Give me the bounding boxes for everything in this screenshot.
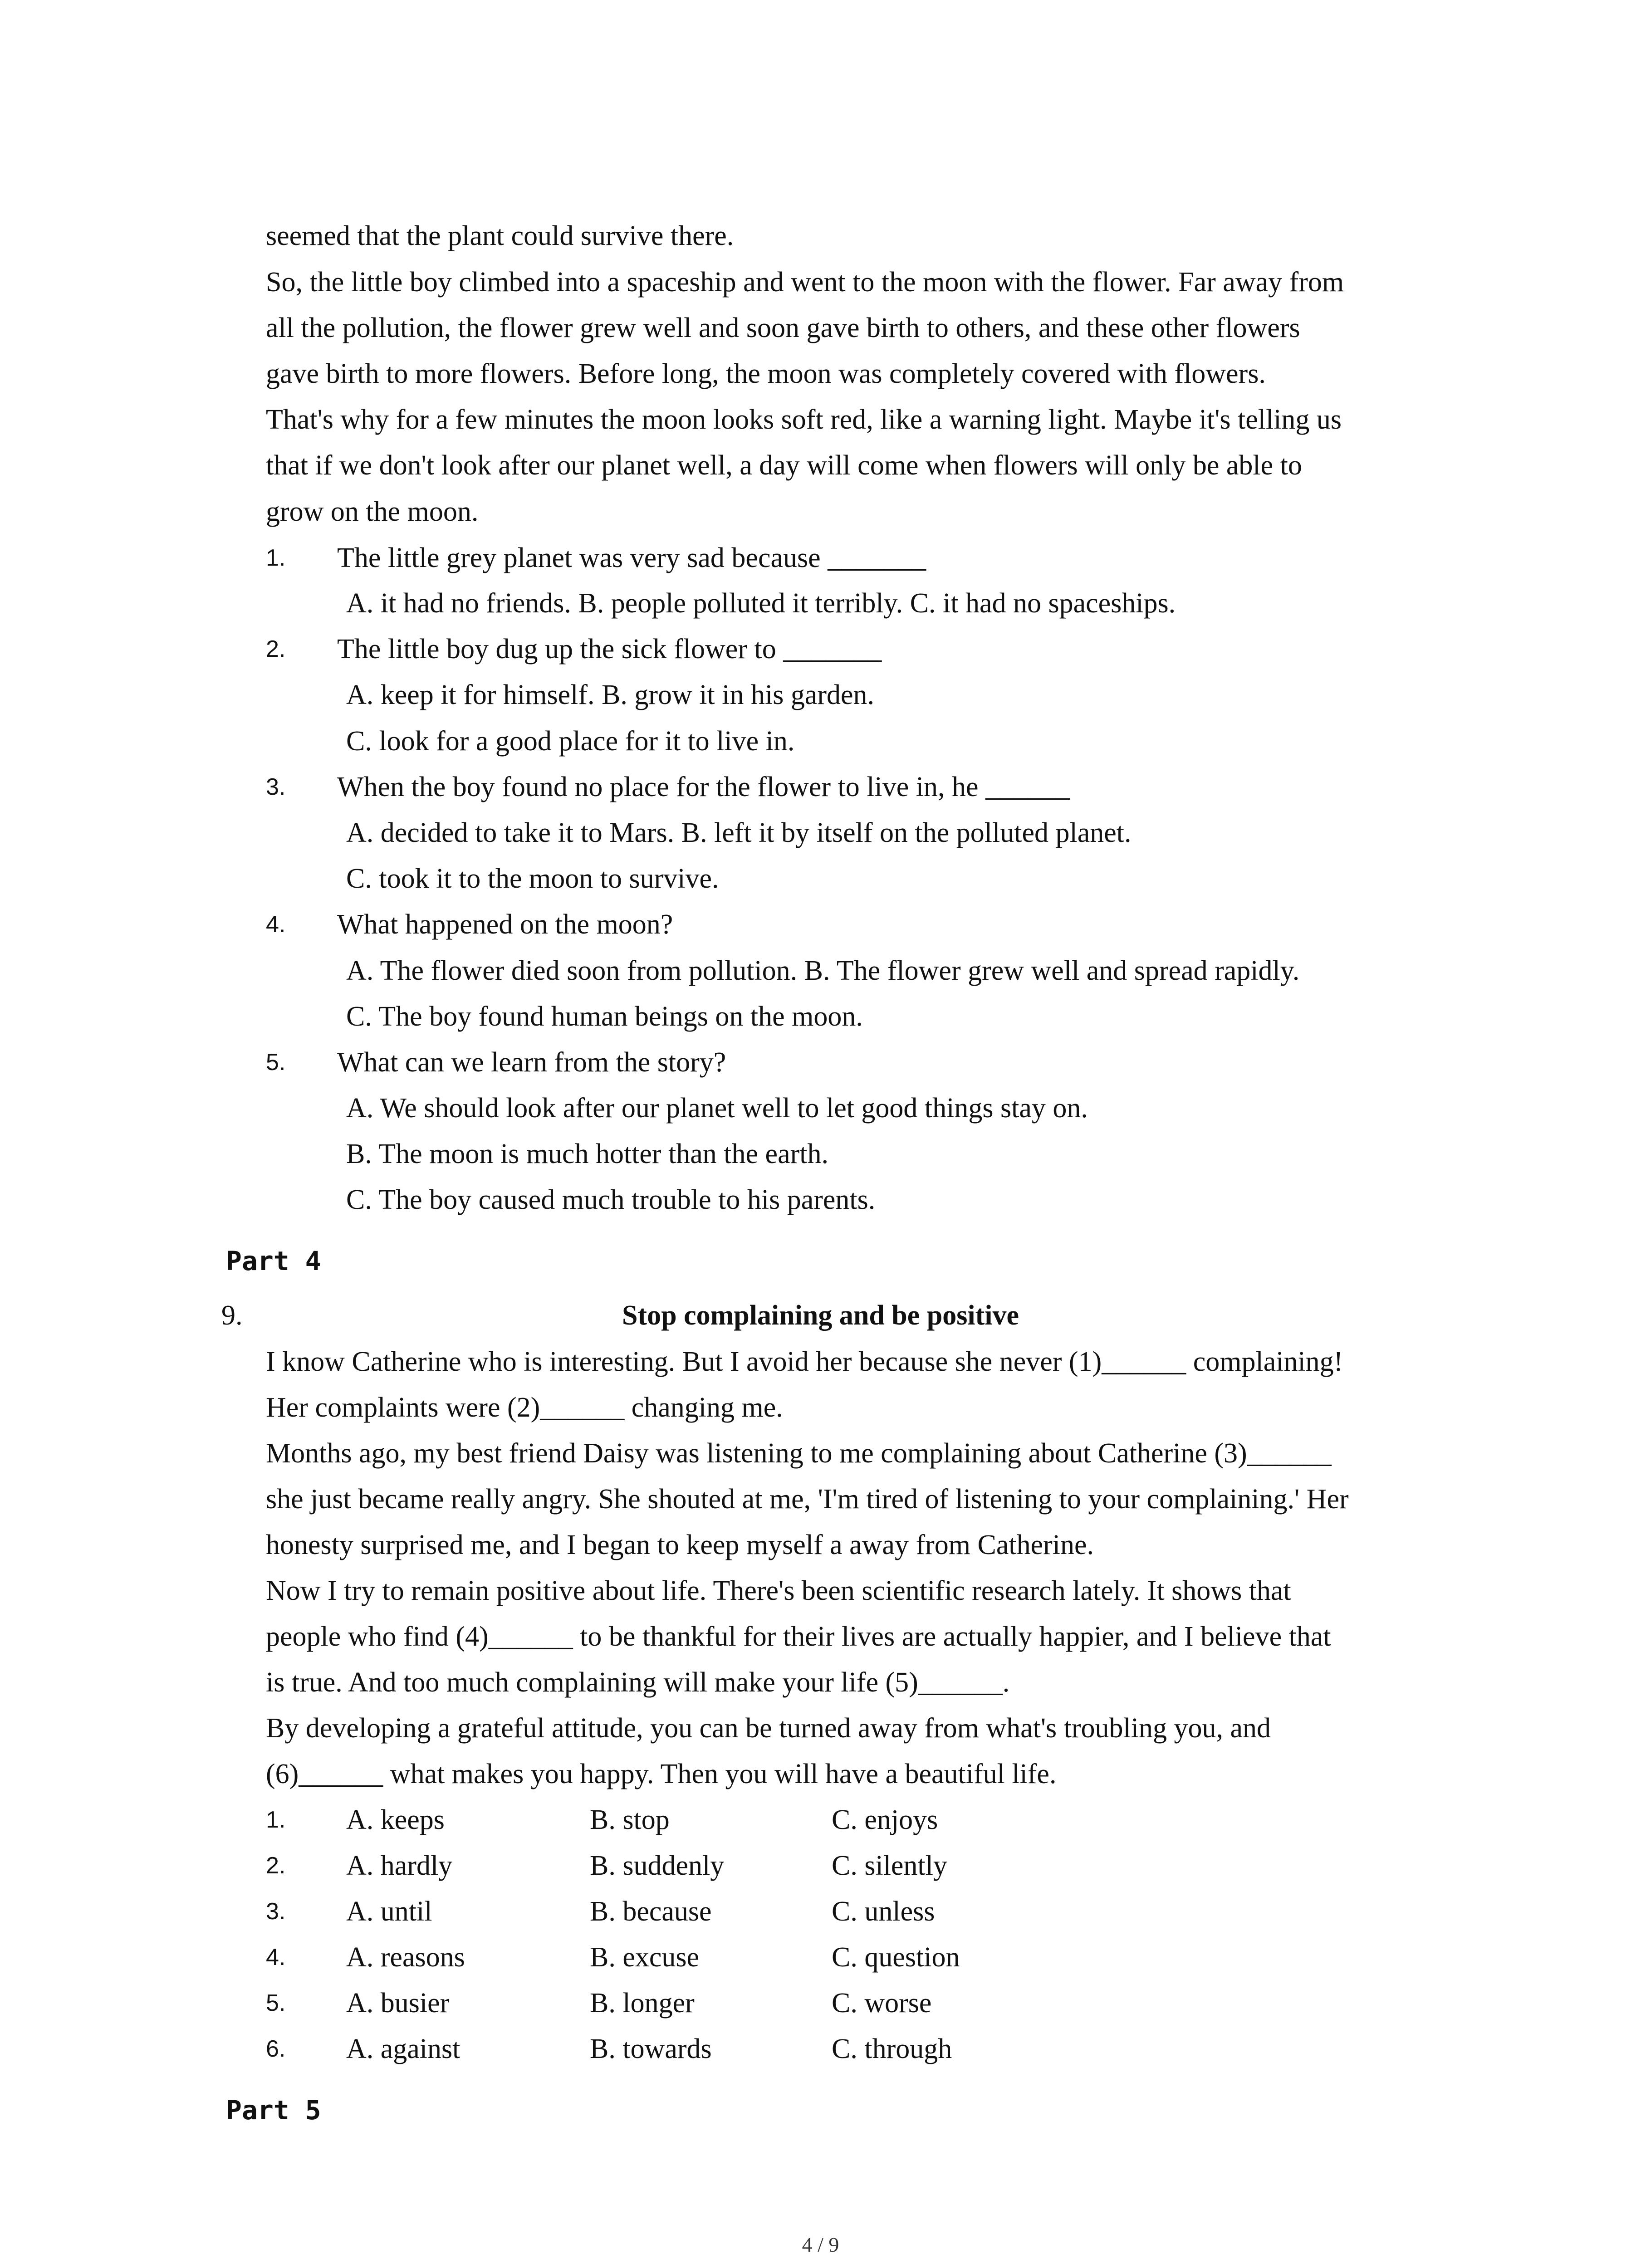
choice-a: A. until (346, 1896, 432, 1927)
question-text: What happened on the moon? (337, 909, 673, 940)
passage-line: honesty surprised me, and I began to keep myself a away from Catherine. (266, 1530, 1094, 1560)
choice-number: 3. (266, 1898, 286, 1925)
passage-line: That's why for a few minutes the moon looks soft red, like a warning light. Maybe it's telling us (266, 404, 1342, 435)
choice-b: B. longer (590, 1988, 695, 2019)
choice-number: 1. (266, 1807, 286, 1833)
choice-c: C. enjoys (832, 1804, 938, 1835)
passage-line: By developing a grateful attitude, you can be turned away from what's troubling you, and (266, 1713, 1271, 1744)
choice-a: A. hardly (346, 1850, 453, 1881)
question-text: When the boy found no place for the flower to live in, he ______ (337, 772, 1070, 802)
choice-number: 2. (266, 1853, 286, 1879)
choice-a: A. reasons (346, 1942, 465, 1973)
passage-line: she just became really angry. She shouted at me, 'I'm tired of listening to your complaining.' Her (266, 1484, 1349, 1515)
question-options: C. look for a good place for it to live in. (346, 726, 795, 757)
passage-line: (6)______ what makes you happy. Then you will have a beautiful life. (266, 1759, 1057, 1789)
question-text: The little boy dug up the sick flower to _______ (337, 634, 882, 665)
choice-number: 5. (266, 1990, 286, 2016)
passage-line: grow on the moon. (266, 496, 479, 527)
choice-b: B. because (590, 1896, 712, 1927)
question-number: 4. (266, 911, 286, 938)
choice-b: B. towards (590, 2033, 712, 2064)
question-options: A. it had no friends. B. people polluted it terribly. C. it had no spaceships. (346, 588, 1176, 619)
question-options: A. keep it for himself. B. grow it in his garden. (346, 679, 875, 710)
choice-number: 6. (266, 2036, 286, 2062)
passage-line: is true. And too much complaining will make your life (5)______. (266, 1667, 1010, 1698)
choice-c: C. silently (832, 1850, 947, 1881)
passage-line: seemed that the plant could survive there. (266, 220, 734, 251)
choice-a: A. busier (346, 1988, 450, 2019)
choice-c: C. unless (832, 1896, 935, 1927)
part-heading: Part 5 (226, 2095, 321, 2126)
passage-line: So, the little boy climbed into a spaceship and went to the moon with the flower. Far away from (266, 267, 1344, 298)
passage-line: Months ago, my best friend Daisy was listening to me complaining about Catherine (3)______ (266, 1438, 1332, 1469)
part-heading: Part 4 (226, 1246, 321, 1276)
choice-c: C. worse (832, 1988, 932, 2019)
choice-c: C. through (832, 2033, 952, 2064)
passage-title: Stop complaining and be positive (622, 1300, 1019, 1331)
question-options: A. The flower died soon from pollution. B. The flower grew well and spread rapidly. (346, 955, 1300, 986)
choice-b: B. stop (590, 1804, 670, 1835)
question-text: What can we learn from the story? (337, 1047, 726, 1078)
question-options: B. The moon is much hotter than the earth. (346, 1139, 828, 1169)
passage-line: Now I try to remain positive about life. There's been scientific research lately. It shows that (266, 1575, 1291, 1606)
choice-number: 4. (266, 1944, 286, 1970)
choice-b: B. suddenly (590, 1850, 725, 1881)
question-number: 1. (266, 545, 286, 571)
passage-line: all the pollution, the flower grew well and soon gave birth to others, and these other flowers (266, 313, 1300, 343)
question-number: 3. (266, 774, 286, 800)
passage-line: I know Catherine who is interesting. But I avoid her because she never (1)______ complaining! (266, 1346, 1343, 1377)
passage-line: Her complaints were (2)______ changing me. (266, 1392, 783, 1423)
passage-line: that if we don't look after our planet well, a day will come when flowers will only be able to (266, 450, 1302, 481)
question-number: 5. (266, 1049, 286, 1075)
passage-line: people who find (4)______ to be thankful for their lives are actually happier, and I believe that (266, 1621, 1331, 1652)
page-number: 4 / 9 (802, 2233, 839, 2256)
choice-a: A. keeps (346, 1804, 445, 1835)
question-options: C. The boy found human beings on the moon. (346, 1001, 863, 1032)
passage-line: gave birth to more flowers. Before long, the moon was completely covered with flowers. (266, 358, 1266, 389)
choice-b: B. excuse (590, 1942, 700, 1973)
question-options: C. The boy caused much trouble to his parents. (346, 1184, 876, 1215)
question-options: A. We should look after our planet well to let good things stay on. (346, 1093, 1088, 1124)
choice-a: A. against (346, 2033, 460, 2064)
question-options: A. decided to take it to Mars. B. left it by itself on the polluted planet. (346, 817, 1132, 848)
question-text: The little grey planet was very sad because _______ (337, 543, 926, 573)
question-options: C. took it to the moon to survive. (346, 863, 719, 894)
question-number: 2. (266, 636, 286, 662)
question-number: 9. (221, 1300, 243, 1331)
choice-c: C. question (832, 1942, 960, 1973)
